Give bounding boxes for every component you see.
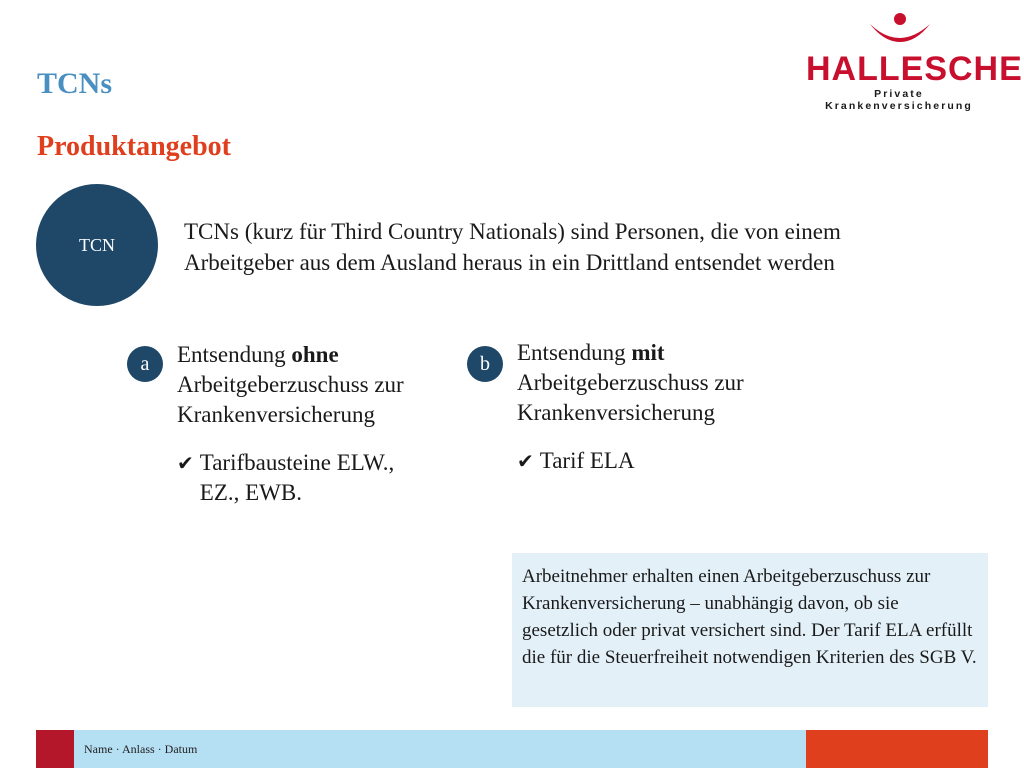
- intro-text: TCNs (kurz für Third Country Nationals) sind Personen, die von einem Arbeitgeber aus dem Ausland heraus in ein Drittland entsendet werden: [184, 219, 841, 275]
- option-b-bullet-text: Tarif ELA: [539, 448, 635, 473]
- option-b-badge-label: b: [480, 352, 490, 375]
- option-a-bullet: [177, 448, 437, 508]
- option-a-heading-rest: Arbeitgeberzuschuss zur Krankenversicherung: [177, 372, 404, 427]
- option-b-heading-rest: Arbeitgeberzuschuss zur Krankenversicherung: [517, 370, 744, 425]
- logo-tagline: Private Krankenversicherung: [825, 88, 973, 112]
- page-title: TCNs: [37, 67, 113, 100]
- option-b-bullet: [517, 446, 777, 476]
- option-b-heading-emphasis: mit: [631, 340, 665, 365]
- check-icon: ✔: [517, 449, 534, 473]
- option-b-heading: [517, 338, 797, 428]
- option-b-heading-prefix: Entsendung: [517, 340, 632, 365]
- footer-accent-right: [806, 730, 988, 768]
- option-a-heading: [177, 340, 457, 430]
- info-note-text: Arbeitnehmer erhalten einen Arbeitgeberzuschuss zur Krankenversicherung – unabhängig davon, ob sie gesetzlich oder privat versichert sind. Der Tarif ELA erfüllt die für die Steuerfreiheit notwendigen Kriterien des SGB V.: [522, 566, 977, 668]
- option-b-badge: [467, 346, 503, 382]
- option-a-heading-emphasis: ohne: [291, 342, 339, 367]
- footer-accent-left: [36, 730, 74, 768]
- footer-bar: [36, 730, 988, 768]
- check-icon: ✔: [177, 451, 194, 475]
- tcn-circle: [36, 184, 158, 306]
- option-a-badge-label: a: [140, 352, 150, 375]
- logo-wordmark: HALLESCHE: [806, 50, 1023, 88]
- page-subtitle: Produktangebot: [37, 131, 231, 162]
- logo-figure-icon: [806, 12, 992, 52]
- option-a-bullet-text: Tarifbausteine ELW., EZ., EWB.: [199, 450, 395, 505]
- hallesche-logo: [806, 12, 1023, 112]
- info-note-box: [512, 553, 988, 707]
- option-a-badge: [127, 346, 163, 382]
- footer-text: Name · Anlass · Datum: [84, 742, 198, 756]
- tcn-circle-label: TCN: [79, 234, 115, 255]
- option-a-heading-prefix: Entsendung: [177, 342, 292, 367]
